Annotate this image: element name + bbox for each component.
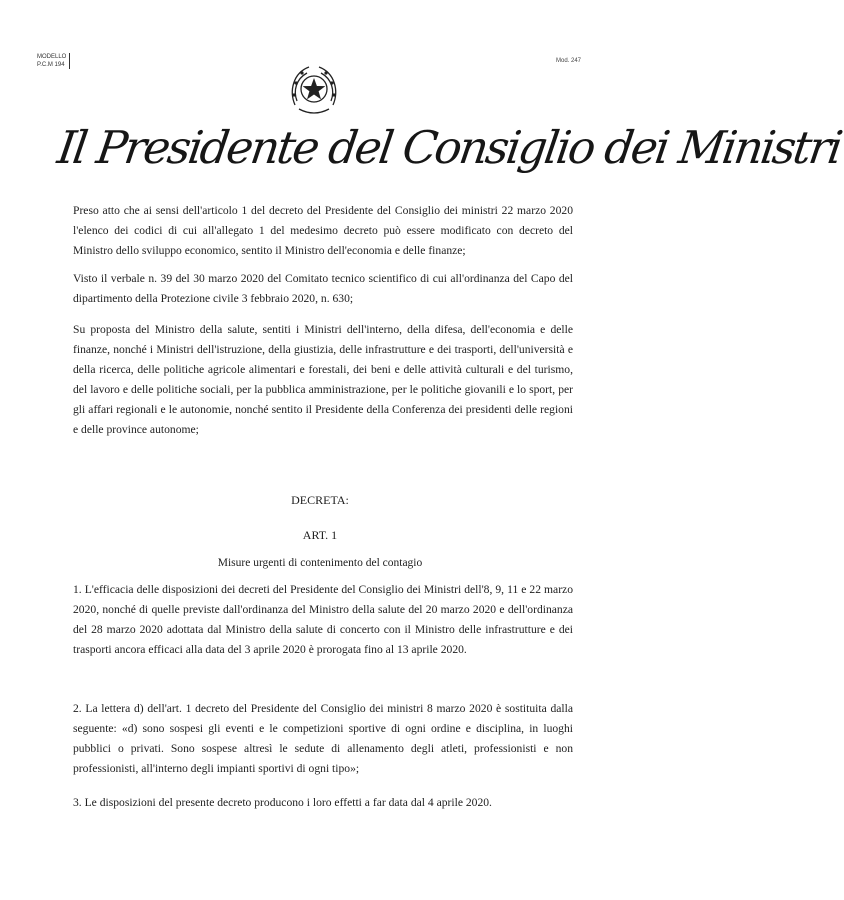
decreta-heading: DECRETA: xyxy=(291,493,349,507)
document-stamp xyxy=(37,53,70,69)
article-paragraph: 1. L'efficacia delle disposizioni dei decreti del Presidente del Consiglio dei Ministri dell'8, 9, 11 e 22 marzo 2020, nonché di quelle previste dall'ordinanza del Ministro della salute del 20 marzo 2020 e dell'ordinanza del 28 marzo 2020 adottata dal Ministro della salute di concerto con il Ministro delle infrastrutture e dei trasporti ancora efficaci alla data del 3 aprile 2020 è prorogata fino al 13 aprile 2020. xyxy=(73,583,573,656)
premise-paragraph: Preso atto che ai sensi dell'articolo 1 del decreto del Presidente del Consiglio dei ministri 22 marzo 2020 l'elenco dei codici di cui all'allegato 1 del medesimo decreto può essere modificato con decreto del Ministro dello sviluppo economico, sentito il Ministro dell'economia e delle finanze; xyxy=(73,204,573,257)
presidency-heading: Il Presidente del Consiglio dei Ministri xyxy=(54,121,844,174)
article-title: Misure urgenti di contenimento del contagio xyxy=(217,557,423,569)
premise-paragraph: Su proposta del Ministro della salute, sentiti i Ministri dell'interno, della difesa, dell'economia e delle finanze, nonché i Ministri dell'istruzione, della giustizia, delle infrastrutture e dei trasporti, dell'università e della ricerca, delle politiche agricole alimentari e forestali, dei beni e delle attività culturali e del turismo, del lavoro e delle politiche sociali, per la pubblica amministrazione, per le politiche giovanili e lo sport, per gli affari regionali e le autonomie, nonché sentito il Presidente della Conferenza dei presidenti delle regioni e delle province autonome; xyxy=(73,323,573,436)
article-paragraph: 2. La lettera d) dell'art. 1 decreto del Presidente del Consiglio dei ministri 8 marzo 2020 è sostituita dalla seguente: «d) sono sospesi gli eventi e le competizioni sportive di ogni ordine e disciplina, in luoghi pubblici o privati. Sono sospese altresì le sedute di allenamento degli atleti, professionisti e non professionisti, all'interno degli impianti sportivi di ogni tipo»; xyxy=(73,702,573,775)
article-number: ART. 1 xyxy=(302,528,338,542)
article-paragraph: 3. Le disposizioni del presente decreto producono i loro effetti a far data dal 4 aprile 2020. xyxy=(73,796,492,809)
republic-emblem-icon xyxy=(287,61,341,119)
premise-paragraph: Visto il verbale n. 39 del 30 marzo 2020 del Comitato tecnico scientifico di cui all'ordinanza del Capo del dipartimento della Protezione civile 3 febbraio 2020, n. 630; xyxy=(73,272,573,305)
stamp-line: P.C.M 194 xyxy=(37,62,65,68)
stamp-line: MODELLO xyxy=(37,54,67,60)
document-code: Mod. 247 xyxy=(556,58,582,64)
